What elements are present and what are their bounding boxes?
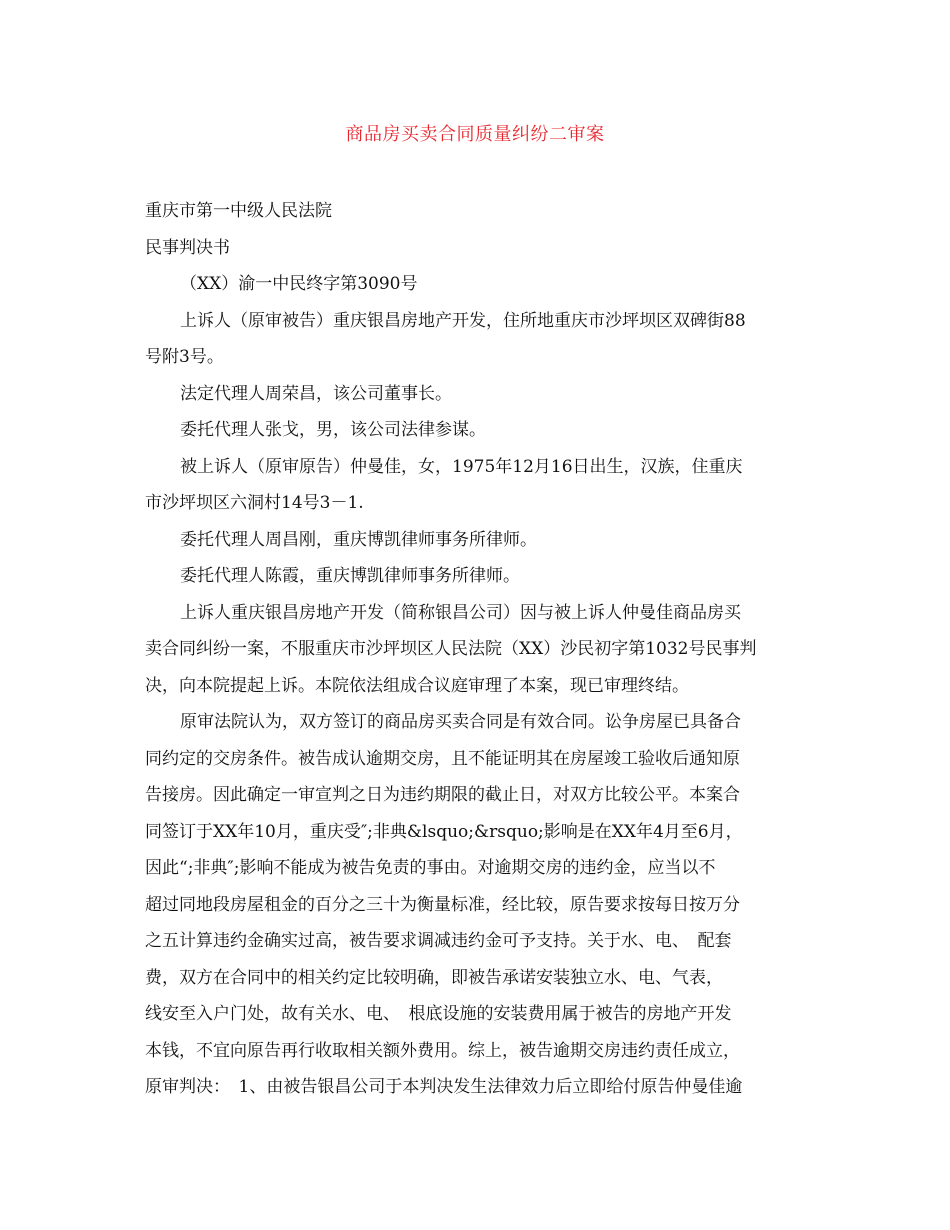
document-body	[145, 193, 805, 1106]
case-number: （XX）渝一中民终字第3090号	[180, 274, 418, 294]
body-line: 委托代理人张戈，男，该公司法律参谋。	[180, 420, 486, 440]
body-line: 被上诉人（原审原告）仲曼佳，女，1975年12月16日出生，汉族，住重庆	[180, 456, 743, 477]
body-line: 原审判决： 1、由被告银昌公司于本判决发生法律效力后立即给付原告仲曼佳逾	[145, 1077, 743, 1097]
body-line: 市沙坪坝区六洞村14号3－1.	[145, 493, 364, 513]
document-type: 民事判决书	[145, 237, 230, 258]
body-line: 号附3号。	[145, 347, 224, 367]
body-line: 决，向本院提起上诉。本院依法组成合议庭审理了本案，现已审理终结。	[145, 675, 689, 696]
body-line: 委托代理人周昌刚，重庆博凯律师事务所律师。	[180, 529, 537, 550]
body-line: 卖合同纠纷一案，不服重庆市沙坪坝区人民法院（XX）沙民初字第1032号民事判	[145, 639, 757, 659]
body-line: 同签订于XX年10月，重庆受″;非典&lsquo;&rsquo;影响是在XX年4月至6月，	[145, 821, 743, 842]
body-line: 原审法院认为，双方签订的商品房买卖合同是有效合同。讼争房屋已具备合	[180, 712, 741, 732]
body-line: 本钱，不宜向原告再行收取相关额外费用。综上，被告逾期交房违约责任成立，	[145, 1040, 740, 1061]
court-name: 重庆市第一中级人民法院	[145, 201, 332, 221]
body-line: 上诉人重庆银昌房地产开发（简称银昌公司）因与被上诉人仲曼佳商品房买	[180, 602, 741, 623]
body-line: 告接房。因此确定一审宣判之日为违约期限的截止日，对双方比较公平。本案合	[145, 785, 740, 805]
body-line: 之五计算违约金确实过高，被告要求调减违约金可予支持。关于水、电、 配套	[145, 931, 732, 951]
document-title: 商品房买卖合同质量纠纷二审案	[345, 124, 605, 145]
body-line: 超过同地段房屋租金的百分之三十为衡量标准，经比较，原告要求按每日按万分	[145, 894, 740, 915]
body-line: 因此“;非典″;影响不能成为被告免责的事由。对逾期交房的违约金，应当以不	[145, 858, 716, 878]
body-line: 上诉人（原审被告）重庆银昌房地产开发，住所地重庆市沙坪坝区双碑街88	[180, 310, 746, 331]
body-line: 费，双方在合同中的相关约定比较明确，即被告承诺安装独立水、电、气表，	[145, 967, 723, 988]
body-line: 同约定的交房条件。被告成认逾期交房，且不能证明其在房屋竣工验收后通知原	[145, 748, 740, 769]
body-line: 委托代理人陈霞，重庆博凯律师事务所律师。	[180, 566, 520, 586]
body-line: 法定代理人周荣昌，该公司董事长。	[180, 383, 452, 404]
body-line: 线安至入户门处，故有关水、电、 根底设施的安装费用属于被告的房地产开发	[145, 1004, 732, 1024]
